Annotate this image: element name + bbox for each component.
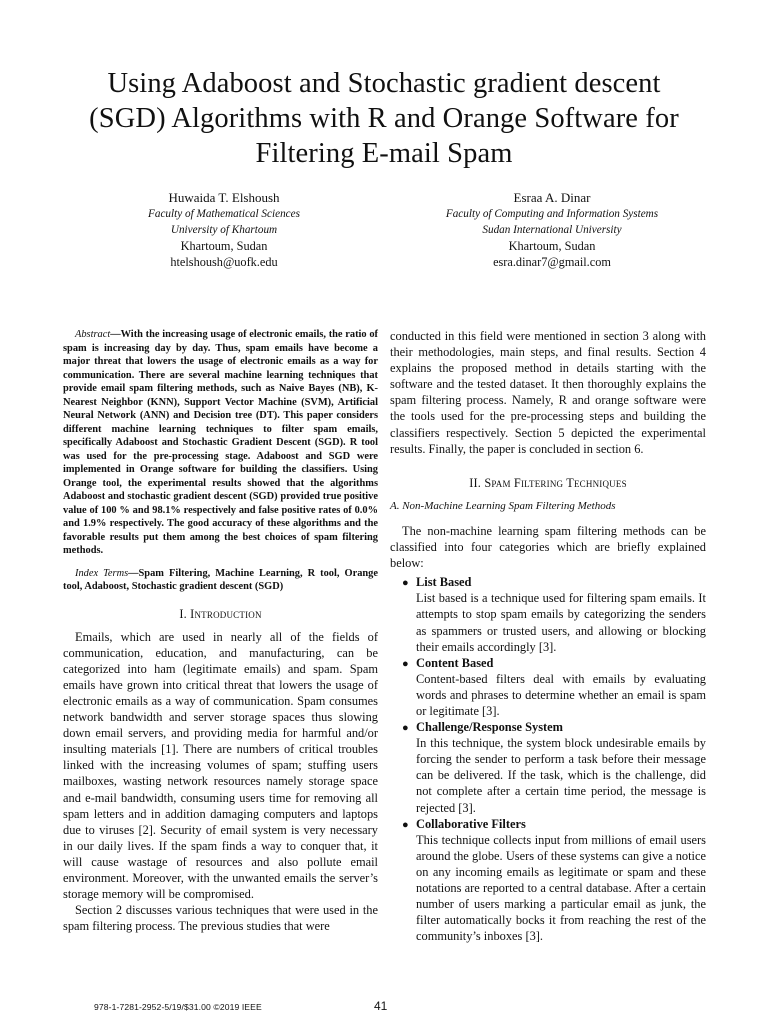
author-name: Esraa A. Dinar <box>513 190 591 205</box>
index-terms-label: Index Terms <box>75 567 129 579</box>
right-column <box>390 328 706 944</box>
list-item-text: List based is a technique used for filtering spam emails. It attempts to stop spam emails by categorizing the senders as spammers or trusted users, and allowing or blocking their emails accordingly [3]. <box>416 591 706 654</box>
list-item <box>390 816 706 945</box>
footer-copyright: 978-1-7281-2952-5/19/$31.00 ©2019 IEEE <box>94 1002 262 1012</box>
author-block-2 <box>364 190 740 270</box>
bullet-icon: ● <box>402 722 409 735</box>
author-university: Sudan International University <box>482 224 622 236</box>
abstract-label: Abstract <box>75 329 111 340</box>
list-item-text: In this technique, the system block undesirable emails by forcing the sender to perform a task before their message can be delivered. If the task, which is the challenge, did not complete after a certain time period, the message is rejected [3]. <box>416 736 706 815</box>
author-email: htelshoush@uofk.edu <box>170 255 278 269</box>
index-terms <box>63 567 378 594</box>
list-item-text: This technique collects input from millions of email users around the globe. Users of these systems can give a notice on any incoming emails as legitimate or spam and these notations are reported to a central database. After a certain number of users marking a particular email as junk, the filter automatically bocks it from reaching the rest of the community’s inboxes [3]. <box>416 832 706 944</box>
abstract-text: —With the increasing usage of electronic emails, the ratio of spam is increasing day by day. Thus, spam emails have become a major threat that lowers the usage of electronic emails as a way for communication. There are several machine learning techniques that provide email spam filtering methods, such as Naive Bayes (NB), K-Nearest Neighbor (KNN), Support Vector Machine (SVM), Artificial Neural Network (ANN) and Decision tree (DT). This paper considers different machine learning techniques to filter spam emails, specifically Adaboost and Stochastic Gradient Descent (SGD). R tool was used for the pre-processing stage. Adaboost and SGD were implemented in Orange software for building the classifiers. Using Orange tool, the experimental results showed that the algorithms Adaboost and stochastic gradient descent (SGD) provided true positive value of 100 % and 98.1% respectively and false positive rates of 0.0% and 1.9% respectively. The good accuracy of these algorithms and the favorable results put them among the best choices of spam filtering methods. <box>63 329 378 556</box>
subsection-heading: A. Non-Machine Learning Spam Filtering Methods <box>390 499 616 512</box>
list-item <box>390 655 706 719</box>
title-line-2: (SGD) Algorithms with R and Orange Software for <box>89 103 679 134</box>
bullet-icon: ● <box>402 577 409 590</box>
list-item-heading: Challenge/Response System <box>416 720 563 735</box>
list-item <box>390 719 706 816</box>
page-number: 41 <box>374 999 388 1013</box>
filtering-methods-list <box>390 574 706 944</box>
author-name: Huwaida T. Elshoush <box>168 190 280 205</box>
author-city: Khartoum, Sudan <box>180 239 268 253</box>
list-item-text: Content-based filters deal with emails by evaluating words and phrases to determine whether an email is spam or legitimate [3]. <box>416 671 706 718</box>
intro-paragraph-2-continued: conducted in this field were mentioned in section 3 along with their methodologies, main steps, and final results. Section 4 explains the proposed method in details starting with the software and the tested dataset. It then thoroughly explains the spam filtering process. Namely, R and orange software were the tools used for the pre-processing steps and building the classifiers respectively. Section 5 depicted the experimental results. Finally, the paper is concluded in section 6. <box>390 329 706 456</box>
author-university: University of Khartoum <box>170 224 278 236</box>
author-faculty: Faculty of Mathematical Sciences <box>148 208 300 220</box>
author-faculty: Faculty of Computing and Information Systems <box>445 208 659 220</box>
abstract <box>63 328 378 558</box>
intro-paragraph-1: Emails, which are used in nearly all of the fields of communication, education, and manufacturing, can be categorized into ham (legitimate emails) and spam. Spam emails have grown into critical threat that lowers the usage of electronic emails as a way of communication. Spam consumes network bandwidth and server storage spaces thus slowing down email servers, and providing media for harmful and/or insulting materials [1]. There are numbers of critical troubles linked with the increasing volumes of spam; stuffing users mailboxes, wasting network resources namely storage space and e-mail bandwidth, consuming users time for removing all spam letters and in addition damaging computers and laptops due to viruses [2]. Security of email system is very necessary in our daily lives. If the spam finds a way to conquer that, it will cause wastage of resources and also pollute email environment. Moreover, with the unwanted emails the server’s storage memory will be compromised. <box>63 629 378 902</box>
bullet-icon: ● <box>402 657 409 670</box>
intro-paragraph-2: Section 2 discusses various techniques that were used in the spam filtering process. The previous studies that were <box>63 903 378 934</box>
title-line-3: Filtering E-mail Spam <box>255 138 513 169</box>
section-heading-introduction: I. Introduction <box>179 606 262 621</box>
left-column <box>63 328 378 934</box>
list-item-heading: List Based <box>416 575 472 590</box>
paper-title <box>40 66 728 171</box>
index-terms-text: —Spam Filtering, Machine Learning, R tool, Orange tool, Adaboost, Stochastic gradient descent (SGD) <box>63 567 378 592</box>
author-city: Khartoum, Sudan <box>508 239 596 253</box>
author-email: esra.dinar7@gmail.com <box>493 255 611 269</box>
bullet-icon: ● <box>402 818 409 831</box>
section-heading-spam-filtering: II. Spam Filtering Techniques <box>469 475 627 490</box>
section2-intro: The non-machine learning spam filtering methods can be classified into four categories which are briefly explained below: <box>390 523 706 571</box>
list-item-heading: Content Based <box>416 655 494 670</box>
list-item-heading: Collaborative Filters <box>416 816 526 831</box>
title-line-1: Using Adaboost and Stochastic gradient descent <box>107 68 661 99</box>
author-block-1 <box>94 190 354 270</box>
list-item <box>390 574 706 654</box>
